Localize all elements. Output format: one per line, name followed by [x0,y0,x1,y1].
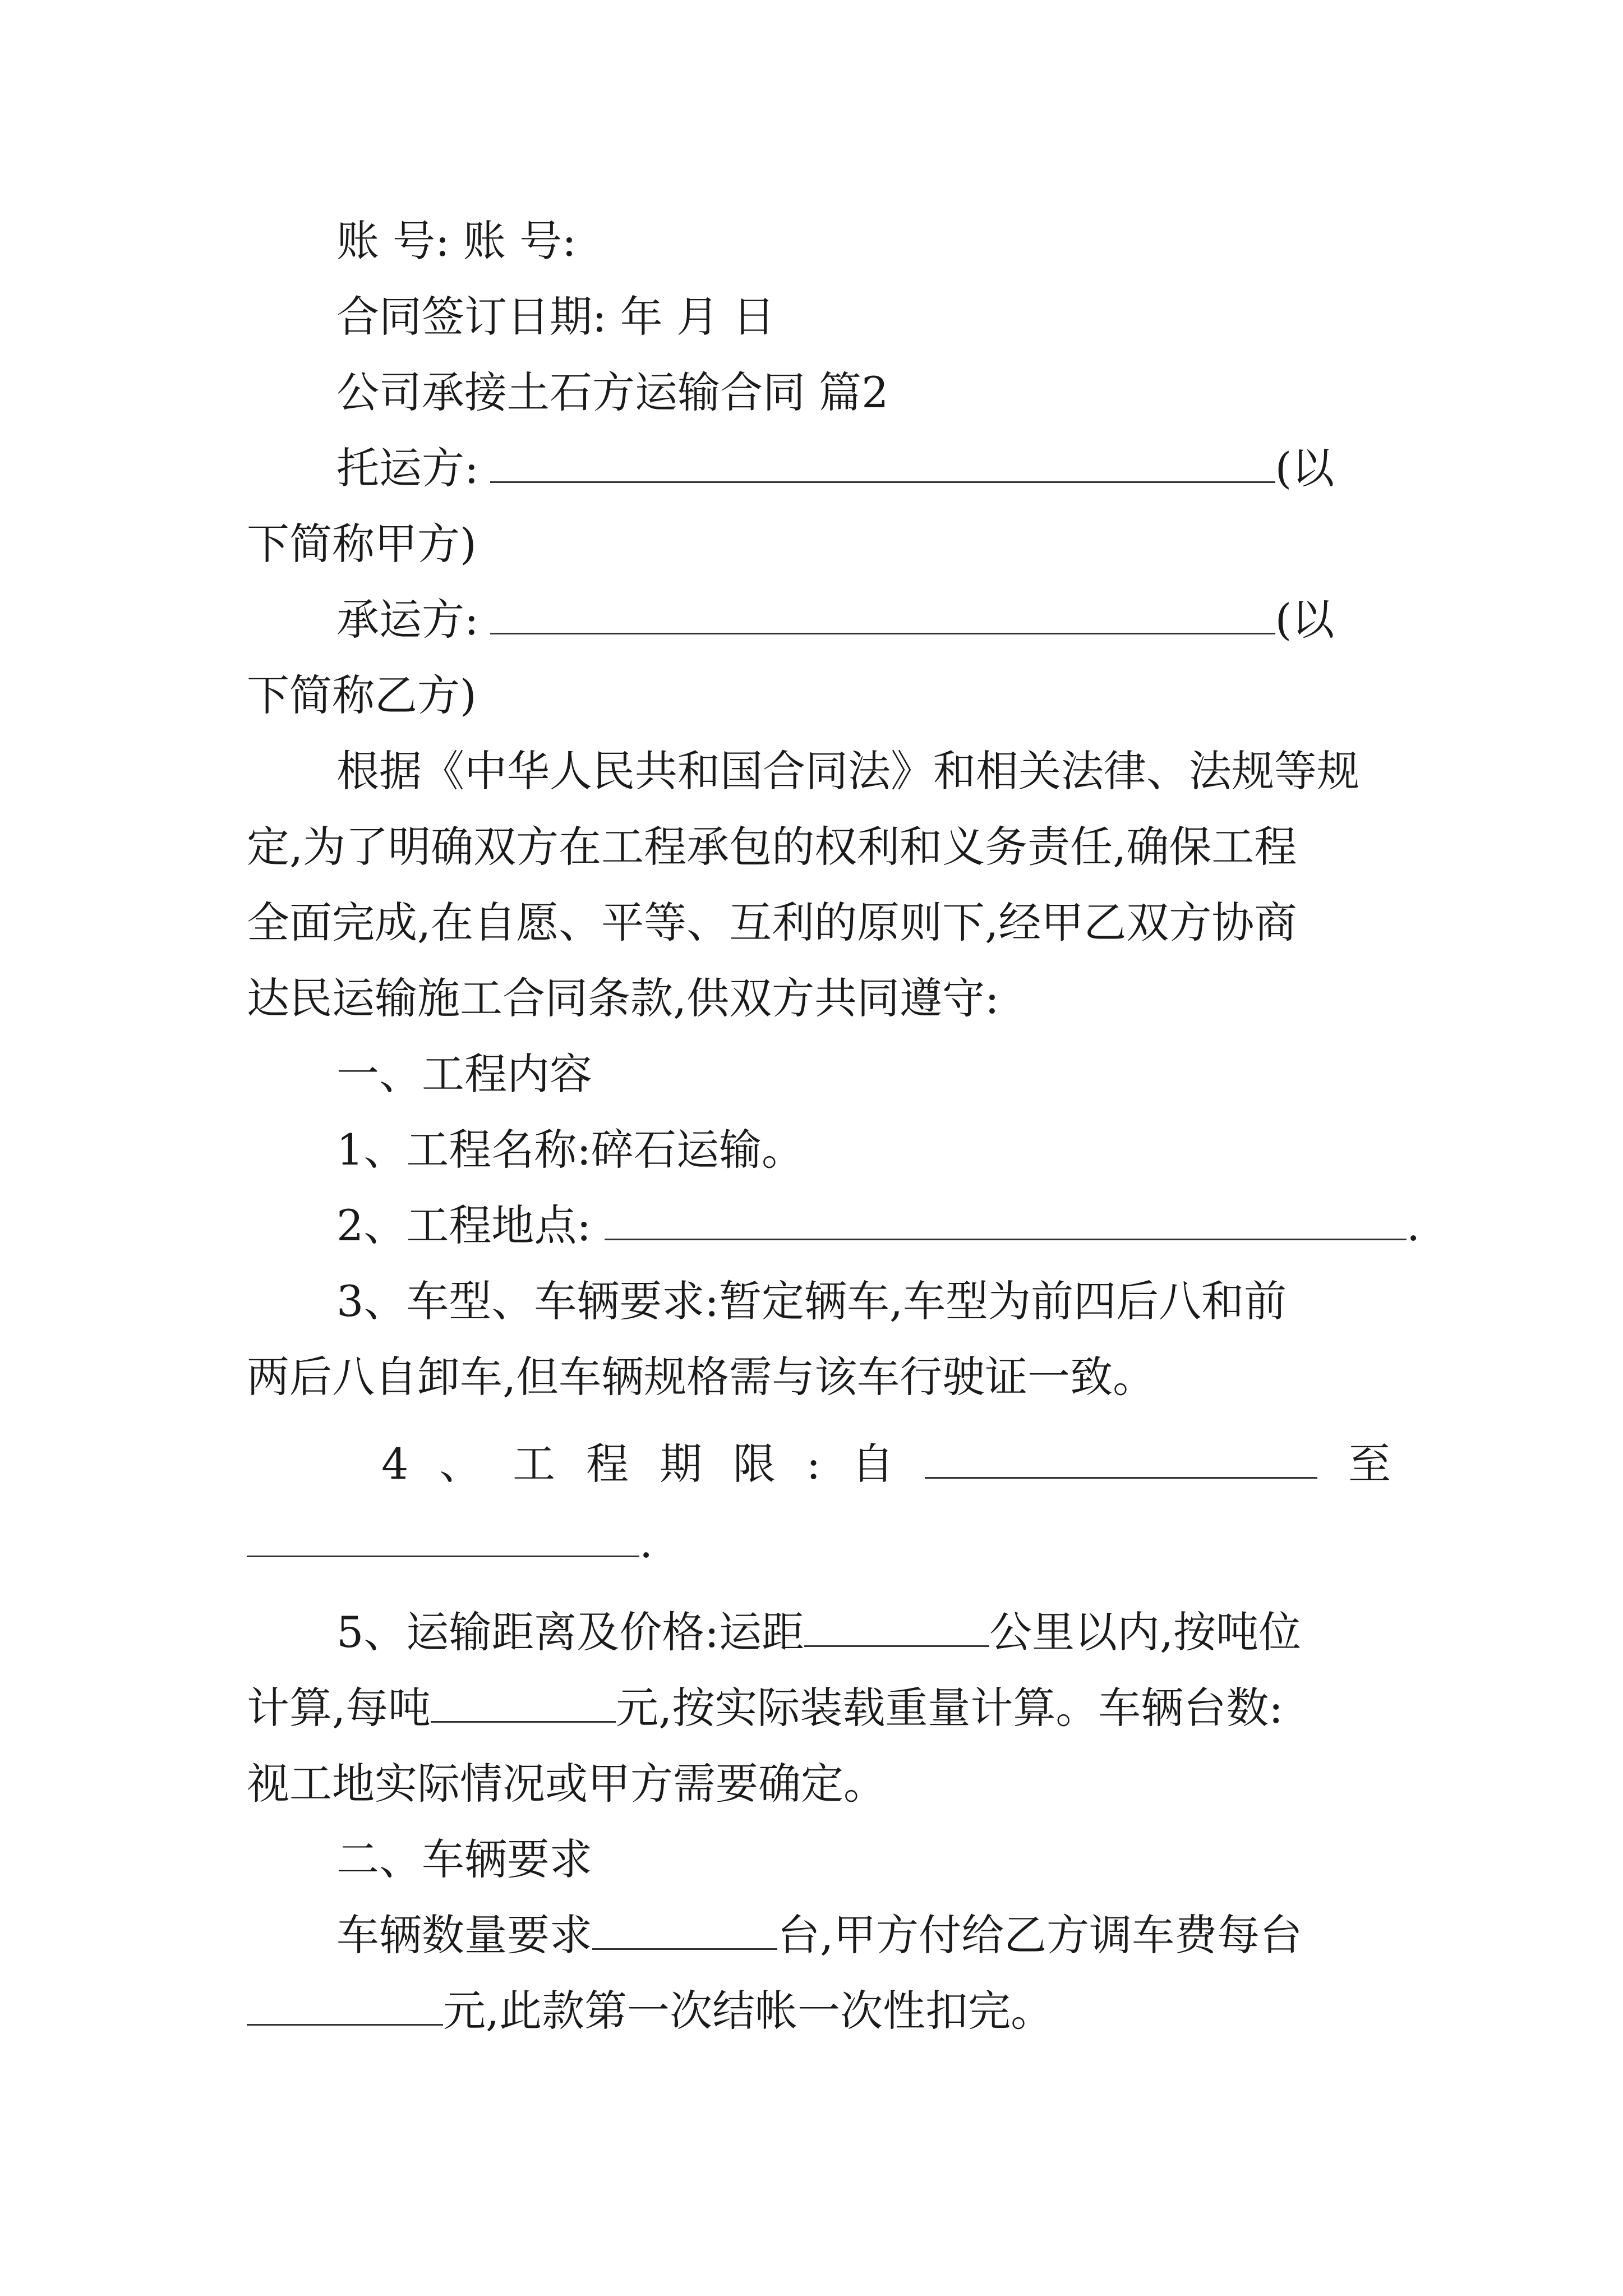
project-name-line [336,1122,1391,1178]
project-location-line [336,1198,1421,1254]
dispatch-fee-text: 元,此款第一次结帐一次性扣完。 [443,1986,1054,2036]
dispatch-fee-blank [247,1984,443,2026]
vehicle-count-line [247,1756,1391,1812]
para-text: 全面完成,在自愿、平等、互利的原则下,经甲乙双方协商 [247,898,1297,947]
period-char: 工 [513,1439,556,1489]
price-blank [431,1681,616,1723]
account-text: 账 号: 账 号: [336,216,577,266]
period-char: 程 [586,1439,629,1489]
period-line [381,1436,1391,1492]
vehicle-req-text: 两后八自卸车,但车辆规格需与该车行驶证一致。 [247,1352,1156,1402]
period-end-period: . [639,1517,653,1567]
dispatch-fee-line [247,1983,1391,2039]
para-text: 根据《中华人民共和国合同法》和相关法律、法规等规 [336,746,1359,796]
shipper-line [336,440,1391,496]
heading-project-content [336,1046,1391,1102]
vehicle-count-text: 视工地实际情况或甲方需要确定。 [247,1759,886,1809]
price-label: 计算,每吨 [247,1683,431,1733]
sign-date-text: 合同签订日期: 年 月 日 [336,292,776,342]
period-end-blank [247,1515,639,1557]
project-name-text: 1、工程名称:碎石运输。 [336,1125,804,1175]
carrier-line [336,592,1391,648]
period-char: 自 [851,1439,895,1489]
price-suffix: 元,按实际装载重量计算。车辆台数: [616,1683,1283,1733]
period-char: : [806,1439,821,1489]
distance-price-line [336,1604,1391,1660]
vehicle-req-text: 3、车型、车辆要求:暂定辆车,车型为前四后八和前 [336,1276,1287,1326]
section-title-text: 公司承接土石方运输合同 篇2 [336,367,889,417]
period-char: 4 [381,1439,409,1489]
distance-blank [804,1605,989,1647]
shipper-alias-line [247,516,1391,572]
price-line [247,1680,1391,1736]
sign-date-line [336,289,1391,345]
shipper-suffix: (以 [1275,443,1335,493]
shipper-blank [490,441,1275,483]
period-char: 限 [732,1439,776,1489]
heading-text: 一、工程内容 [336,1049,592,1099]
vehicle-qty-line [336,1907,1391,1963]
period-start-blank [925,1437,1317,1479]
period-to: 至 [1348,1439,1391,1489]
vehicle-qty-blank [592,1908,777,1950]
project-location-label: 2、工程地点: [336,1200,591,1250]
shipper-label: 托运方: [336,443,479,493]
vehicle-qty-suffix: 台,甲方付给乙方调车费每台 [777,1910,1303,1960]
period-char: 期 [659,1439,702,1489]
distance-label: 5、运输距离及价格:运距 [336,1607,804,1657]
project-location-blank [605,1198,1407,1240]
para-line [247,970,1391,1027]
para-line [336,743,1391,799]
para-line [247,895,1391,951]
period-char: 、 [439,1439,482,1489]
para-text: 定,为了明确双方在工程承包的权利和义务责任,确保工程 [247,822,1297,872]
distance-suffix: 公里以内,按吨位 [989,1607,1302,1657]
carrier-blank [490,592,1275,634]
para-line [247,819,1391,875]
heading-text: 二、车辆要求 [336,1834,592,1884]
heading-vehicle-req [336,1832,1391,1888]
para-text: 达民运输施工合同条款,供双方共同遵守: [247,973,999,1023]
carrier-alias-text: 下简称乙方) [247,670,477,720]
carrier-label: 承运方: [336,595,479,645]
project-location-period: . [1406,1200,1421,1250]
vehicle-req-line [247,1349,1391,1405]
shipper-alias-text: 下简称甲方) [247,519,477,569]
carrier-alias-line [247,668,1391,724]
vehicle-qty-label: 车辆数量要求 [336,1910,592,1960]
account-line [336,213,1391,269]
carrier-suffix: (以 [1275,595,1335,645]
period-end-line [247,1515,1391,1571]
vehicle-req-line [336,1273,1391,1329]
section-title [336,365,1391,421]
